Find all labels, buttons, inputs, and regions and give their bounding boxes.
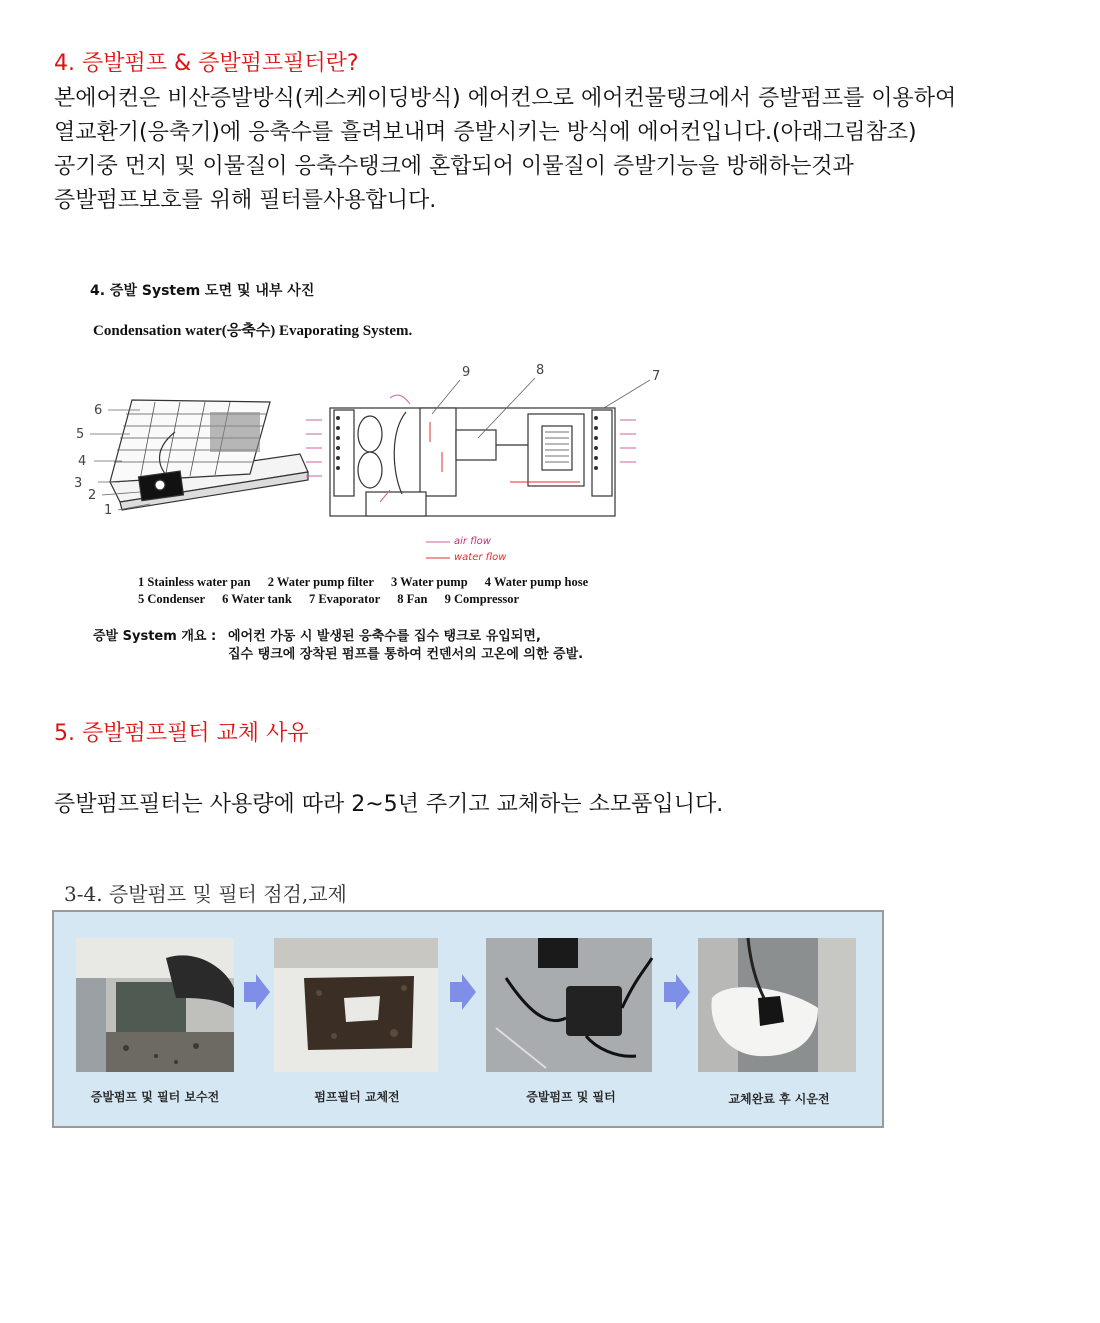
callout-6: 6 [94, 403, 103, 418]
summary-label: 증발 System 개요 : [93, 629, 217, 644]
legend-item: 4 Water pump hose [484, 575, 589, 589]
step-caption: 증발펌프 및 필터 [526, 1090, 616, 1104]
body-line: 공기중 먼지 및 이물질이 응축수탱크에 혼합되어 이물질이 증발기능을 방해하는것과 [54, 154, 854, 179]
legend-item: 1 Stainless water pan [138, 575, 251, 589]
callout-4: 4 [78, 454, 87, 469]
arrow-right-icon [450, 974, 476, 1010]
callout-7: 7 [652, 369, 661, 384]
replacement-figure-title: 3-4. 증발펌프 및 필터 점검,교제 [64, 882, 347, 906]
callout-1: 1 [104, 503, 113, 518]
callout-9: 9 [462, 365, 471, 380]
legend-item: 6 Water tank [222, 592, 292, 606]
summary-line: 집수 탱크에 장착된 펌프를 통하여 컨덴서의 고온에 의한 증발. [228, 647, 584, 662]
step-caption: 펌프필터 교체전 [314, 1090, 400, 1104]
legend-item: 2 Water pump filter [267, 575, 374, 589]
system-diagram [74, 362, 680, 562]
callout-3: 3 [74, 476, 83, 491]
evaporating-system-figure [74, 272, 680, 682]
legend-item: 9 Compressor [444, 592, 520, 606]
step-caption: 교체완료 후 시운전 [728, 1092, 830, 1106]
arrow-right-icon [244, 974, 270, 1010]
callout-8: 8 [536, 363, 545, 378]
air-flow-label: air flow [454, 536, 491, 547]
system-summary [93, 628, 583, 664]
legend-item: 7 Evaporator [308, 592, 381, 606]
body-line: 열교환기(응축기)에 응축수를 흘려보내며 증발시키는 방식에 에어컨입니다.(아래그림참조) [54, 120, 917, 145]
water-flow-label: water flow [454, 552, 507, 563]
photo-pump-and-filter [486, 938, 652, 1072]
figure-title: 4. 증발 System 도면 및 내부 사진 [90, 283, 315, 299]
photo-filter-before [274, 938, 438, 1072]
legend-item: 5 Condenser [138, 592, 206, 606]
legend-item: 3 Water pump [391, 575, 468, 589]
section-4-heading: 4. 증발펌프 & 증발펌프필터란? [54, 51, 359, 76]
section-5-body [54, 788, 723, 822]
component-legend [138, 574, 602, 608]
callout-2: 2 [88, 488, 97, 503]
figure-subtitle: Condensation water(응축수) Evaporating System. [93, 323, 413, 339]
legend-item: 8 Fan [397, 592, 428, 606]
section-5-heading: 5. 증발펌프필터 교체 사유 [54, 721, 309, 746]
callout-5: 5 [76, 427, 85, 442]
body-line: 본에어컨은 비산증발방식(케스케이딩방식) 에어컨으로 에어컨물탱크에서 증발펌프를 이용하여 [54, 86, 957, 111]
body-line: 증발펌프필터는 사용량에 따라 2~5년 주기고 교체하는 소모품입니다. [54, 792, 724, 817]
arrow-right-icon [664, 974, 690, 1010]
step-caption: 증발펌프 및 필터 보수전 [90, 1090, 220, 1104]
section-4-body [54, 82, 956, 218]
replacement-steps-panel [52, 910, 884, 1128]
body-line: 증발펌프보호를 위해 필터를사용합니다. [54, 188, 437, 213]
photo-before-repair [76, 938, 234, 1072]
summary-line: 에어컨 가동 시 발생된 응축수를 집수 탱크로 유입되면, [228, 629, 541, 644]
photo-after-replacement [698, 938, 856, 1072]
